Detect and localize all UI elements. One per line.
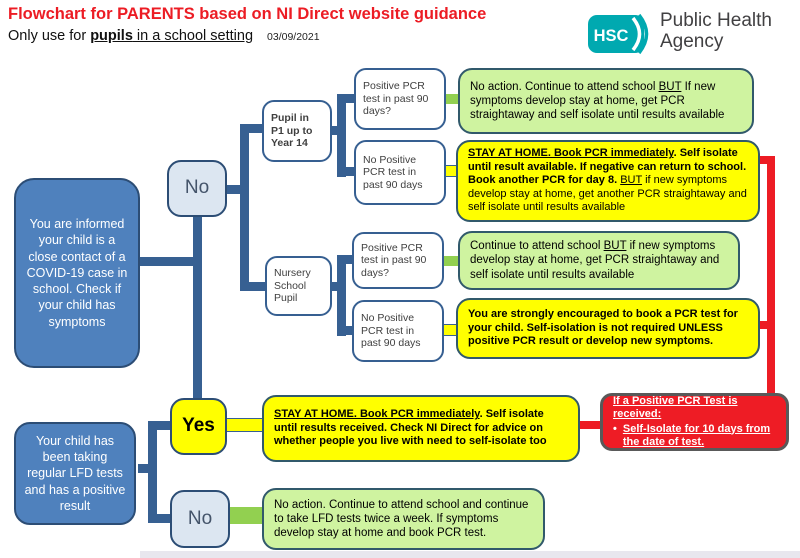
outcome-stay-home-p1-u2: BUT (620, 174, 643, 187)
decision-yes-symptoms-label: Yes (182, 415, 215, 437)
connector-green-lfd (228, 507, 264, 524)
outcome-attend-nursery-s1: Continue to attend school (470, 240, 604, 253)
page-title: Flowchart for PARENTS based on NI Direct website guidance (8, 5, 487, 23)
decision-no-pos-pcr-2 (352, 300, 444, 362)
connector-lfd-bracket-vertical (148, 421, 157, 523)
outcome-stay-home-p1-u1: STAY AT HOME. Book PCR immediately (468, 147, 674, 160)
connector-split-vertical (240, 124, 249, 291)
org-name-line2: Agency (660, 30, 724, 52)
decision-no-pos-pcr-2-label: No Positive PCR test in past 90 days (361, 312, 421, 350)
decision-no-pos-pcr-1-label: No Positive PCR test in past 90 days (363, 153, 423, 191)
connector-nursery-split-vertical (337, 255, 346, 336)
org-name-line1: Public Health (660, 10, 772, 31)
outcome-stay-home-yes-b1: . Self isolate until results received. Check NI Direct for advice on whether people you live with need to self-isolate too (274, 408, 547, 448)
outcome-attend-p1-but: BUT (658, 80, 682, 93)
outcome-stay-home-p1-b2: Book another PCR for day 8. (468, 174, 621, 187)
decision-no-symptoms (167, 160, 227, 217)
outcome-positive-pcr-bullet-row (613, 423, 776, 450)
org-name (660, 11, 772, 53)
start-node-lfd-positive-text: Your child has been taking regular LFD tests and has a positive result (24, 433, 126, 513)
outcome-positive-pcr-heading: If a Positive PCR Test is received: (613, 394, 738, 421)
connector-no-to-yes-vertical (193, 214, 202, 402)
outcome-attend-nursery (458, 231, 740, 290)
date-label: 03/09/2021 (267, 31, 320, 43)
branch-nursery-label: Nursery School Pupil (274, 267, 311, 305)
outcome-stay-home-yes-u1: STAY AT HOME. Book PCR immediately (274, 408, 480, 421)
connector-red-vertical (767, 156, 775, 396)
outcome-attend-nursery-text (470, 239, 728, 281)
connector-pupil-split-vertical (337, 94, 346, 177)
outcome-attend-p1 (458, 68, 754, 134)
page-subtitle (8, 28, 320, 44)
start-node-lfd-positive (14, 422, 136, 525)
outcome-positive-pcr (600, 393, 789, 451)
outcome-attend-lfd-text: No action. Continue to attend school and continue to take LFD tests twice a week. If symptoms develop stay at home and book PCR test. (274, 498, 529, 539)
bullet-icon: • (613, 422, 617, 435)
subtitle-pupils: pupils (90, 28, 133, 44)
outcome-attend-p1-text (470, 80, 742, 122)
decision-pos-pcr-1 (354, 68, 446, 130)
decision-yes-symptoms (170, 398, 227, 455)
decision-pos-pcr-1-label: Positive PCR test in past 90 days? (363, 80, 429, 118)
decision-no-pos-pcr-1 (354, 140, 446, 205)
outcome-attend-nursery-but: BUT (603, 240, 627, 253)
outcome-encouraged-pcr (456, 298, 760, 359)
outcome-stay-home-yes-text (274, 408, 568, 448)
outcome-attend-p1-s2: If new symptoms develop stay at home, get PCR straightaway and self isolate until results available (470, 80, 725, 121)
decision-pos-pcr-2-label: Positive PCR test in past 90 days? (361, 241, 427, 279)
branch-nursery (265, 256, 332, 316)
start-node-close-contact (14, 178, 140, 368)
hsc-logo-icon (587, 11, 657, 57)
outcome-attend-nursery-s2: if new symptoms develop stay at home, get PCR straightaway and self isolate until results available (470, 240, 720, 281)
connector-yellow-yes (225, 418, 265, 432)
outcome-positive-pcr-bullet: Self-Isolate for 10 days from the date of test. (622, 422, 771, 448)
decision-no-symptoms-label: No (184, 177, 210, 199)
outcome-attend-lfd (262, 488, 545, 550)
outcome-stay-home-p1-s3: if new symptoms develop stay at home, get another PCR straightaway and self isolate until results available (468, 174, 747, 214)
decision-no-lfd (170, 490, 230, 548)
decision-pos-pcr-2 (352, 232, 444, 289)
outcome-stay-home-p1-b1: . Self isolate until result available. If negative can return to school. (468, 147, 747, 173)
connector-start-to-main (138, 257, 198, 266)
svg-text:HSC: HSC (593, 27, 629, 45)
start-node-close-contact-text: You are informed your child is a close contact of a COVID-19 case in school. Check if your child has symptoms (26, 217, 128, 329)
branch-pupil-p1-label: Pupil in P1 up to Year 14 (271, 112, 313, 150)
subtitle-prefix: Only use for (8, 28, 91, 44)
bottom-gray-bar (140, 551, 800, 558)
outcome-attend-p1-s1: No action. Continue to attend school (470, 80, 659, 93)
outcome-stay-home-p1 (456, 140, 760, 222)
outcome-encouraged-pcr-text: You are strongly encouraged to book a PCR test for your child. Self-isolation is not required UNLESS positive PCR result or develop new symptoms. (468, 308, 738, 348)
branch-pupil-p1 (262, 100, 332, 162)
decision-no-lfd-label: No (187, 507, 213, 529)
outcome-stay-home-yes (262, 395, 580, 462)
subtitle-rest: in a school setting (132, 28, 254, 44)
outcome-stay-home-p1-text (468, 147, 748, 214)
